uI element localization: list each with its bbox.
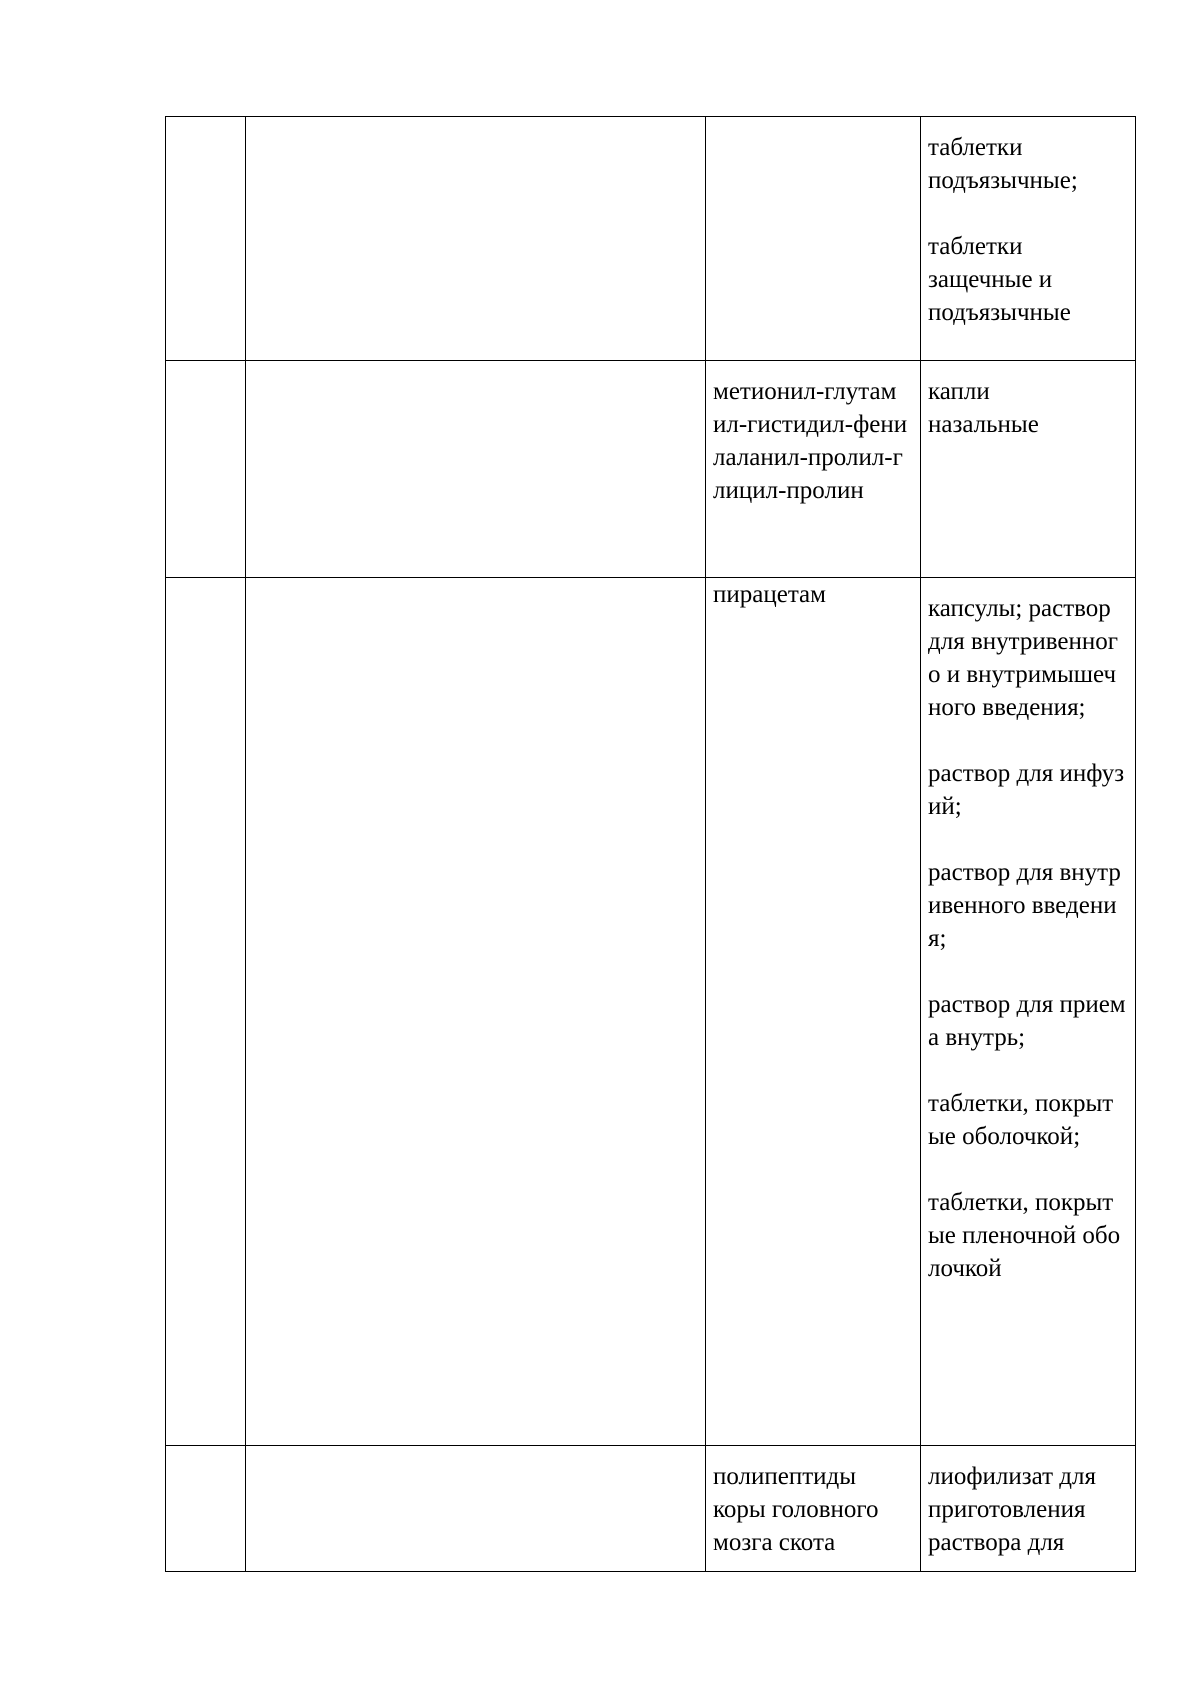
dosage-form-cell [921,117,1136,361]
drug-name-cell [706,578,921,1446]
code-cell [166,578,246,1446]
group-cell [246,1446,706,1572]
table-row [166,1446,1136,1572]
dosage-form: таблетки, покрытые оболочкой; [928,1090,1114,1150]
drug-name-cell [706,1446,921,1572]
dosage-form: раствор для инфузий; [928,760,1125,820]
code-cell [166,1446,246,1572]
dosage-form: капли назальные [928,378,1039,438]
dosage-form: раствор для приема внутрь; [928,991,1126,1051]
dosage-form: капсулы; раствор для внутривенного и внутримышечного введения; [928,595,1119,721]
drug-name-cell [706,361,921,578]
drug-table [165,116,1136,1572]
drug-name: полипептиды коры головного мозга скота [713,1463,879,1556]
dosage-form-cell [921,1446,1136,1572]
dosage-form: таблетки защечные и подъязычные [928,233,1071,326]
group-cell [246,361,706,578]
table-row [166,117,1136,361]
dosage-form: таблетки, покрытые пленочной оболочкой [928,1189,1121,1282]
code-cell [166,361,246,578]
drug-name [706,117,920,143]
code-cell [166,117,246,361]
dosage-form: лиофилизат для приготовления раствора для [928,1463,1096,1556]
table-row [166,578,1136,1446]
group-cell [246,117,706,361]
dosage-form: таблетки подъязычные; [928,134,1078,194]
dosage-form-cell [921,578,1136,1446]
drug-name: метионил-глутамил-гистидил-фенилаланил-пролил-глицил-пролин [713,378,908,504]
drug-name-cell [706,117,921,361]
table-row [166,361,1136,578]
drug-name: пирацетам [713,581,826,608]
dosage-form-cell [921,361,1136,578]
dosage-form: раствор для внутривенного введения; [928,859,1121,952]
group-cell [246,578,706,1446]
